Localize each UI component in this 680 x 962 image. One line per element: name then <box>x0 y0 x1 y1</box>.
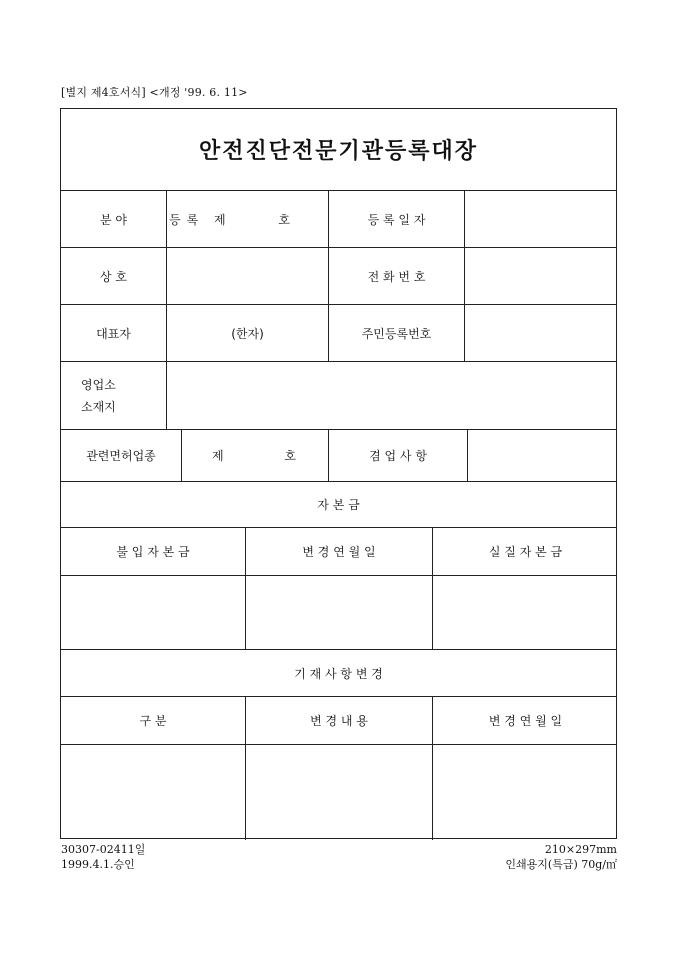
paper-type: 인쇄용지(특급) 70g/㎡ <box>505 858 617 871</box>
registry-form <box>60 108 617 839</box>
change-content-value[interactable] <box>246 745 433 840</box>
form-title: 안전진단전문기관등록대장 <box>198 138 479 164</box>
change-date-value[interactable] <box>433 745 618 840</box>
form-number-header: [별지 제4호서식] <개정 '99. 6. 11> <box>61 86 248 99</box>
registration-date-value[interactable] <box>465 191 618 247</box>
form-code: 30307-02411일 <box>61 843 146 856</box>
label-trade-name: 상 호 <box>61 248 167 304</box>
label-change-date: 변 경 연 월 일 <box>488 714 563 728</box>
label-side-business: 겸 업 사 항 <box>329 430 468 481</box>
footer-right <box>505 842 617 872</box>
capital-heading: 자 본 금 <box>317 498 360 512</box>
label-representative: 대표자 <box>61 305 167 361</box>
label-capital-change-date: 변 경 연 월 일 <box>246 528 433 575</box>
label-office-address <box>61 362 167 429</box>
title-row <box>61 109 616 191</box>
category-value[interactable] <box>61 745 246 840</box>
row-representative <box>61 305 616 362</box>
row-capital-values <box>61 576 616 650</box>
representative-hanja[interactable]: (한자) <box>167 305 329 361</box>
label-actual-capital: 실 질 자 본 금 <box>488 545 563 559</box>
row-capital-heading <box>61 482 616 528</box>
label-license-no-suffix: 호 <box>284 449 296 463</box>
phone-value[interactable] <box>465 248 618 304</box>
label-registration-date: 등 록 일 자 <box>329 191 465 247</box>
label-category: 구 분 <box>61 697 246 744</box>
footer-left <box>61 842 145 872</box>
paper-size: 210×297mm <box>544 843 617 856</box>
label-paid-in-capital: 불 입 자 본 금 <box>61 528 246 575</box>
label-office-line2: 소재지 <box>81 399 116 414</box>
office-address-value[interactable] <box>167 362 618 429</box>
label-registration-no: 등록 제 <box>169 212 232 227</box>
row-field <box>61 191 616 248</box>
label-phone: 전 화 번 호 <box>329 248 465 304</box>
registration-number-cell[interactable] <box>167 191 329 247</box>
side-business-value[interactable] <box>468 430 618 481</box>
resident-number-value[interactable] <box>465 305 618 361</box>
row-changes-columns <box>61 697 616 745</box>
label-office-line1: 영업소 <box>81 377 116 392</box>
label-change-content: 변 경 내 용 <box>246 697 433 744</box>
row-trade-name <box>61 248 616 305</box>
row-capital-columns <box>61 528 616 576</box>
row-license <box>61 430 616 482</box>
label-resident-number: 주민등록번호 <box>329 305 465 361</box>
label-registration-no-suffix: 호 <box>278 212 290 227</box>
paid-in-capital-value[interactable] <box>61 576 246 649</box>
label-field: 분 야 <box>61 191 167 247</box>
changes-heading: 기 재 사 항 변 경 <box>294 666 383 681</box>
approval-date: 1999.4.1.승인 <box>61 858 135 871</box>
row-office-address <box>61 362 616 430</box>
row-changes-values <box>61 745 616 840</box>
label-license-type: 관련면허업종 <box>61 430 182 481</box>
row-changes-heading <box>61 650 616 697</box>
capital-change-date-value[interactable] <box>246 576 433 649</box>
trade-name-value[interactable] <box>167 248 329 304</box>
license-number-cell[interactable] <box>182 430 329 481</box>
actual-capital-value[interactable] <box>433 576 618 649</box>
label-license-no: 제 <box>212 449 224 463</box>
